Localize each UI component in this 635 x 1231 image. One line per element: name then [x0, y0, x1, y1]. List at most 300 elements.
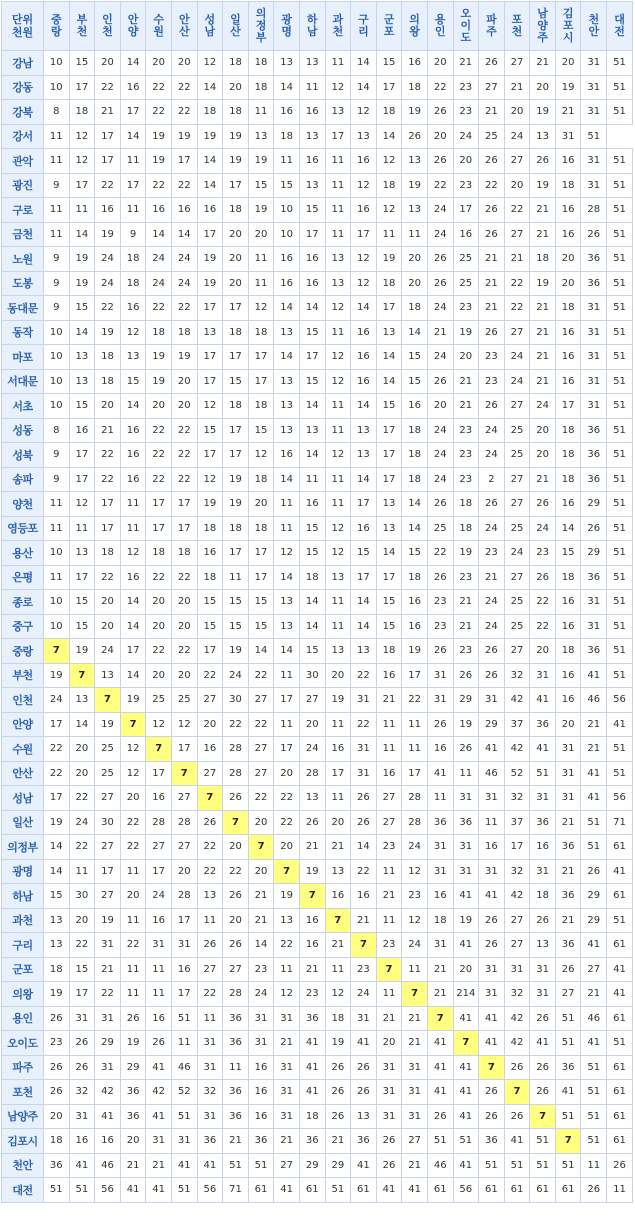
fare-cell: 10 [44, 345, 70, 370]
fare-cell: 17 [120, 100, 146, 125]
fare-cell: 14 [69, 320, 95, 345]
fare-cell: 25 [504, 590, 530, 615]
fare-cell: 31 [197, 1055, 223, 1080]
fare-cell: 42 [504, 737, 530, 762]
fare-cell: 14 [402, 516, 428, 541]
fare-cell: 61 [504, 1178, 530, 1203]
fare-cell: 18 [44, 1129, 70, 1154]
fare-cell: 14 [299, 394, 325, 419]
fare-cell: 19 [69, 247, 95, 272]
fare-cell: 22 [351, 712, 377, 737]
fare-cell: 8 [44, 100, 70, 125]
fare-cell: 18 [299, 1104, 325, 1129]
fare-cell: 22 [95, 467, 121, 492]
row-header: 포천 [2, 1080, 44, 1105]
fare-cell: 28 [171, 884, 197, 909]
fare-cell: 15 [223, 369, 249, 394]
fare-cell: 18 [402, 443, 428, 468]
fare-cell: 31 [427, 663, 453, 688]
fare-cell: 15 [376, 394, 402, 419]
fare-cell: 41 [479, 737, 505, 762]
fare-cell: 19 [197, 271, 223, 296]
fare-cell: 21 [427, 982, 453, 1007]
fare-cell: 24 [504, 124, 530, 149]
fare-cell: 7 [453, 1031, 479, 1056]
fare-cell: 24 [530, 516, 556, 541]
fare-cell: 12 [69, 149, 95, 174]
fare-cell: 11 [44, 516, 70, 541]
fare-cell: 12 [325, 541, 351, 566]
fare-cell: 31 [555, 761, 581, 786]
fare-cell: 27 [504, 320, 530, 345]
fare-cell: 22 [44, 737, 70, 762]
fare-cell: 25 [504, 516, 530, 541]
fare-cell: 31 [581, 320, 607, 345]
fare-cell: 36 [555, 835, 581, 860]
fare-cell: 19 [146, 149, 172, 174]
fare-cell: 21 [427, 957, 453, 982]
fare-cell: 21 [530, 222, 556, 247]
fare-cell: 22 [274, 933, 300, 958]
fare-cell: 14 [146, 222, 172, 247]
row-header: 은평 [2, 565, 44, 590]
fare-cell: 36 [427, 810, 453, 835]
fare-cell: 26 [479, 222, 505, 247]
fare-cell: 27 [504, 51, 530, 76]
fare-cell: 20 [555, 271, 581, 296]
fare-cell: 51 [504, 1153, 530, 1178]
row-header: 의왕 [2, 982, 44, 1007]
fare-cell: 11 [69, 859, 95, 884]
fare-cell: 13 [274, 908, 300, 933]
fare-cell: 51 [581, 1055, 607, 1080]
fare-cell: 15 [120, 369, 146, 394]
fare-cell: 31 [95, 1006, 121, 1031]
fare-cell: 23 [479, 541, 505, 566]
fare-cell: 29 [581, 884, 607, 909]
fare-cell: 31 [248, 1006, 274, 1031]
fare-cell: 18 [376, 173, 402, 198]
fare-cell: 36 [555, 884, 581, 909]
fare-cell: 36 [223, 1031, 249, 1056]
fare-cell: 20 [95, 394, 121, 419]
fare-cell: 24 [504, 541, 530, 566]
fare-cell: 16 [95, 198, 121, 223]
fare-cell: 19 [120, 1031, 146, 1056]
fare-cell: 17 [69, 467, 95, 492]
fare-cell: 13 [274, 614, 300, 639]
fare-cell: 21 [95, 100, 121, 125]
table-row [2, 663, 633, 688]
fare-cell: 26 [427, 492, 453, 517]
row-header: 의정부 [2, 835, 44, 860]
fare-cell: 41 [376, 1178, 402, 1203]
fare-cell: 7 [197, 786, 223, 811]
fare-cell: 16 [248, 1055, 274, 1080]
fare-cell: 17 [325, 124, 351, 149]
fare-cell: 11 [299, 467, 325, 492]
fare-cell: 21 [376, 884, 402, 909]
fare-cell: 27 [197, 957, 223, 982]
fare-cell: 16 [299, 492, 325, 517]
fare-cell: 11 [376, 712, 402, 737]
fare-cell: 26 [325, 1055, 351, 1080]
fare-cell: 7 [248, 835, 274, 860]
fare-cell: 11 [325, 222, 351, 247]
fare-cell: 14 [120, 124, 146, 149]
fare-cell: 16 [351, 149, 377, 174]
fare-cell: 14 [351, 394, 377, 419]
fare-cell: 13 [325, 859, 351, 884]
fare-cell: 11 [376, 737, 402, 762]
fare-cell: 31 [530, 786, 556, 811]
fare-cell: 18 [530, 247, 556, 272]
fare-cell: 11 [427, 786, 453, 811]
fare-cell: 31 [453, 835, 479, 860]
fare-cell: 51 [607, 541, 633, 566]
fare-cell: 22 [171, 418, 197, 443]
row-header: 노원 [2, 247, 44, 272]
fare-cell: 10 [44, 394, 70, 419]
fare-cell: 26 [351, 1055, 377, 1080]
fare-cell: 11 [325, 590, 351, 615]
table-row [2, 639, 633, 664]
fare-cell: 23 [453, 467, 479, 492]
fare-cell: 7 [351, 933, 377, 958]
fare-cell: 26 [530, 149, 556, 174]
fare-cell: 24 [146, 247, 172, 272]
fare-cell: 26 [530, 1055, 556, 1080]
fare-cell: 11 [325, 786, 351, 811]
fare-cell: 25 [146, 688, 172, 713]
fare-cell: 42 [146, 1080, 172, 1105]
fare-cell: 11 [120, 982, 146, 1007]
fare-cell: 41 [427, 1031, 453, 1056]
row-header: 안양 [2, 712, 44, 737]
fare-cell: 11 [120, 516, 146, 541]
fare-cell: 31 [146, 933, 172, 958]
fare-cell: 13 [325, 271, 351, 296]
fare-cell: 41 [171, 1153, 197, 1178]
fare-cell: 20 [376, 1031, 402, 1056]
fare-cell: 51 [607, 492, 633, 517]
fare-cell: 22 [146, 443, 172, 468]
fare-cell: 20 [95, 590, 121, 615]
fare-cell: 19 [453, 712, 479, 737]
fare-cell: 11 [607, 1178, 633, 1203]
fare-cell: 17 [376, 443, 402, 468]
fare-cell: 10 [44, 320, 70, 345]
fare-cell: 24 [504, 345, 530, 370]
fare-cell: 16 [555, 614, 581, 639]
fare-cell: 7 [69, 663, 95, 688]
fare-cell: 31 [581, 173, 607, 198]
table-row [2, 1031, 633, 1056]
fare-cell: 46 [581, 688, 607, 713]
fare-cell: 21 [530, 296, 556, 321]
fare-cell: 26 [120, 1006, 146, 1031]
fare-cell: 21 [95, 957, 121, 982]
table-row [2, 565, 633, 590]
fare-cell: 18 [197, 100, 223, 125]
fare-cell: 61 [607, 1129, 633, 1154]
fare-cell: 21 [325, 1129, 351, 1154]
fare-cell: 31 [427, 835, 453, 860]
fare-cell: 31 [530, 982, 556, 1007]
fare-cell: 41 [427, 1080, 453, 1105]
fare-cell: 16 [351, 320, 377, 345]
column-header: 안 양 [120, 2, 146, 51]
fare-cell: 14 [555, 516, 581, 541]
fare-cell: 41 [530, 688, 556, 713]
fare-cell: 17 [171, 982, 197, 1007]
fare-cell: 19 [197, 492, 223, 517]
fare-cell: 26 [351, 786, 377, 811]
fare-cell: 25 [453, 271, 479, 296]
fare-cell: 16 [351, 884, 377, 909]
fare-cell: 24 [479, 443, 505, 468]
fare-cell: 20 [146, 663, 172, 688]
row-header: 광진 [2, 173, 44, 198]
fare-cell: 17 [274, 688, 300, 713]
fare-cell: 12 [120, 737, 146, 762]
fare-cell: 12 [120, 761, 146, 786]
fare-cell: 24 [530, 394, 556, 419]
fare-cell: 16 [274, 247, 300, 272]
fare-cell: 31 [351, 761, 377, 786]
fare-cell: 16 [402, 394, 428, 419]
fare-cell: 27 [504, 467, 530, 492]
column-header: 성 남 [197, 2, 223, 51]
fare-cell: 18 [555, 296, 581, 321]
fare-cell: 26 [427, 100, 453, 125]
fare-cell: 16 [376, 761, 402, 786]
fare-cell: 61 [607, 1055, 633, 1080]
fare-cell: 12 [274, 982, 300, 1007]
fare-cell: 12 [248, 443, 274, 468]
fare-cell: 12 [69, 124, 95, 149]
fare-cell: 19 [402, 100, 428, 125]
fare-cell: 16 [325, 884, 351, 909]
fare-cell: 7 [171, 761, 197, 786]
fare-cell: 23 [248, 957, 274, 982]
fare-cell: 17 [69, 443, 95, 468]
fare-cell: 11 [44, 565, 70, 590]
row-header: 서초 [2, 394, 44, 419]
fare-cell: 9 [44, 247, 70, 272]
fare-cell: 41 [479, 1006, 505, 1031]
fare-cell: 11 [274, 492, 300, 517]
table-row [2, 75, 633, 100]
table-row [2, 492, 633, 517]
fare-cell: 11 [197, 908, 223, 933]
fare-cell: 22 [171, 173, 197, 198]
fare-cell: 27 [248, 761, 274, 786]
fare-cell: 26 [479, 908, 505, 933]
fare-cell: 25 [504, 614, 530, 639]
fare-cell: 16 [248, 1104, 274, 1129]
fare-cell: 17 [197, 222, 223, 247]
fare-cell: 20 [453, 957, 479, 982]
fare-cell: 13 [69, 688, 95, 713]
fare-cell: 18 [325, 1006, 351, 1031]
fare-cell: 13 [351, 639, 377, 664]
fare-cell: 16 [427, 884, 453, 909]
fare-cell: 19 [453, 541, 479, 566]
fare-cell: 41 [299, 1080, 325, 1105]
fare-cell: 17 [223, 443, 249, 468]
fare-cell: 20 [69, 737, 95, 762]
fare-cell: 41 [453, 1153, 479, 1178]
fare-cell: 16 [402, 614, 428, 639]
fare-cell: 9 [44, 173, 70, 198]
fare-cell: 17 [95, 149, 121, 174]
fare-cell: 11 [223, 1055, 249, 1080]
table-row [2, 296, 633, 321]
fare-cell: 31 [555, 737, 581, 762]
fare-cell: 26 [223, 884, 249, 909]
fare-cell: 51 [607, 345, 633, 370]
fare-cell: 31 [274, 1055, 300, 1080]
fare-cell: 22 [120, 810, 146, 835]
fare-cell: 10 [44, 541, 70, 566]
row-header: 수원 [2, 737, 44, 762]
fare-cell: 41 [607, 982, 633, 1007]
fare-cell: 17 [376, 565, 402, 590]
fare-cell: 21 [555, 908, 581, 933]
fare-cell: 17 [299, 222, 325, 247]
fare-cell: 29 [299, 1153, 325, 1178]
fare-cell: 11 [248, 247, 274, 272]
fare-cell: 15 [44, 884, 70, 909]
row-header: 안산 [2, 761, 44, 786]
column-header: 구 리 [351, 2, 377, 51]
fare-cell: 21 [453, 614, 479, 639]
fare-cell: 24 [95, 271, 121, 296]
fare-cell: 15 [299, 369, 325, 394]
fare-cell: 31 [504, 957, 530, 982]
fare-cell: 19 [95, 712, 121, 737]
fare-cell: 42 [95, 1080, 121, 1105]
fare-cell: 17 [120, 173, 146, 198]
fare-cell: 12 [120, 320, 146, 345]
fare-cell: 51 [607, 296, 633, 321]
fare-cell: 18 [95, 345, 121, 370]
fare-cell: 18 [555, 565, 581, 590]
fare-cell: 51 [44, 1178, 70, 1203]
fare-cell: 13 [274, 418, 300, 443]
fare-cell: 31 [581, 369, 607, 394]
column-header: 천 안 [581, 2, 607, 51]
fare-cell: 24 [171, 247, 197, 272]
row-header: 중구 [2, 614, 44, 639]
fare-cell: 28 [402, 810, 428, 835]
fare-cell: 12 [402, 859, 428, 884]
fare-cell: 27 [95, 884, 121, 909]
fare-cell: 18 [248, 467, 274, 492]
fare-cell: 28 [171, 810, 197, 835]
fare-cell: 16 [555, 345, 581, 370]
fare-cell: 11 [120, 908, 146, 933]
fare-cell: 16 [555, 590, 581, 615]
fare-cell: 17 [248, 345, 274, 370]
fare-cell: 20 [146, 614, 172, 639]
column-header: 의 정 부 [248, 2, 274, 51]
fare-cell: 21 [581, 982, 607, 1007]
fare-cell: 41 [453, 884, 479, 909]
fare-cell: 18 [530, 884, 556, 909]
fare-cell: 22 [69, 933, 95, 958]
fare-cell: 18 [453, 492, 479, 517]
fare-cell: 21 [453, 394, 479, 419]
fare-cell: 36 [530, 712, 556, 737]
fare-cell: 61 [530, 1178, 556, 1203]
fare-cell: 21 [479, 100, 505, 125]
fare-cell: 41 [453, 1006, 479, 1031]
fare-cell: 31 [351, 1006, 377, 1031]
fare-cell: 15 [69, 590, 95, 615]
fare-cell: 26 [146, 1031, 172, 1056]
fare-cell: 28 [146, 810, 172, 835]
fare-cell: 46 [427, 1153, 453, 1178]
fare-cell: 22 [248, 786, 274, 811]
fare-cell: 14 [248, 933, 274, 958]
fare-cell: 14 [299, 443, 325, 468]
fare-cell: 20 [95, 51, 121, 76]
fare-cell: 15 [69, 51, 95, 76]
fare-cell: 13 [351, 443, 377, 468]
fare-cell: 11 [274, 957, 300, 982]
fare-cell: 17 [223, 541, 249, 566]
fare-cell: 12 [171, 712, 197, 737]
fare-cell: 24 [95, 639, 121, 664]
row-header: 송파 [2, 467, 44, 492]
fare-cell: 36 [223, 1080, 249, 1105]
fare-cell: 14 [376, 369, 402, 394]
fare-cell: 31 [581, 100, 607, 125]
fare-cell: 31 [376, 1104, 402, 1129]
fare-cell: 19 [223, 492, 249, 517]
table-row [2, 688, 633, 713]
fare-cell: 10 [44, 590, 70, 615]
table-row [2, 957, 633, 982]
fare-cell: 14 [120, 614, 146, 639]
fare-cell: 17 [171, 492, 197, 517]
fare-cell: 21 [248, 908, 274, 933]
fare-cell: 41 [581, 663, 607, 688]
fare-cell: 41 [453, 933, 479, 958]
fare-cell: 17 [171, 908, 197, 933]
fare-cell: 16 [351, 369, 377, 394]
fare-cell: 13 [376, 320, 402, 345]
fare-cell: 31 [530, 957, 556, 982]
fare-cell: 17 [223, 173, 249, 198]
fare-cell: 51 [607, 173, 633, 198]
fare-cell: 21 [479, 247, 505, 272]
fare-cell: 17 [402, 663, 428, 688]
fare-cell: 26 [581, 516, 607, 541]
fare-cell: 19 [299, 859, 325, 884]
fare-cell: 11 [274, 663, 300, 688]
fare-cell: 22 [146, 565, 172, 590]
fare-cell: 13 [274, 394, 300, 419]
fare-cell: 23 [299, 982, 325, 1007]
fare-cell: 17 [120, 639, 146, 664]
fare-cell: 24 [427, 198, 453, 223]
fare-cell: 24 [351, 982, 377, 1007]
fare-cell: 21 [95, 418, 121, 443]
fare-cell: 51 [607, 149, 633, 174]
